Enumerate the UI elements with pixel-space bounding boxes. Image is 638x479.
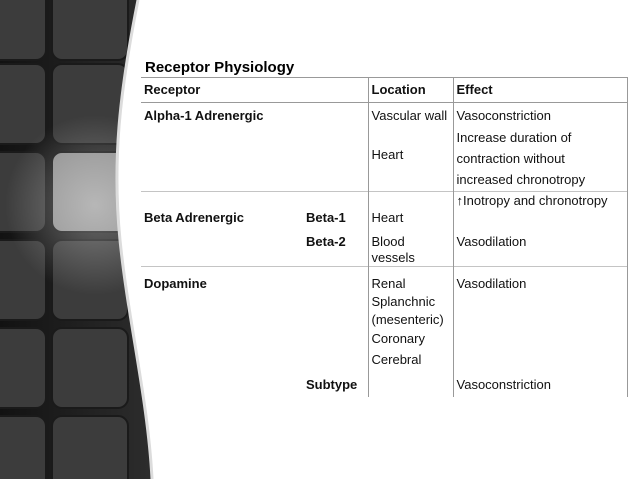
beta-subtype-2: Beta-2: [306, 234, 346, 249]
table-row: [141, 231, 627, 267]
header-effect: Effect: [453, 78, 627, 103]
dopamine-location: Splanchnic: [371, 294, 436, 309]
dopamine-location: (mesenteric): [371, 312, 444, 327]
alpha-location-1: Vascular wall: [368, 103, 453, 128]
beta-receptor: Beta Adrenergic: [141, 192, 303, 232]
alpha-location-2: Heart: [368, 127, 453, 192]
dopamine-location: Coronary: [371, 331, 425, 346]
dopamine-receptor: Dopamine: [141, 267, 303, 373]
alpha-effect-1: Vasoconstriction: [453, 103, 627, 128]
table-header-row: [141, 78, 627, 103]
table-row: [141, 372, 627, 397]
beta-location-2: Blood vessels: [368, 231, 453, 267]
dopamine-effect-1: Vasodilation: [453, 267, 627, 373]
dopamine-location: Cerebral: [371, 352, 422, 367]
dopamine-effect-2: Vasoconstriction: [453, 372, 627, 397]
beta-effect-2: Vasodilation: [453, 231, 627, 267]
table-row: [141, 192, 627, 232]
dopamine-location: Renal: [371, 276, 406, 291]
table-row: [141, 267, 627, 373]
table-row: [141, 103, 627, 128]
beta-subtype-1: Beta-1: [303, 192, 368, 232]
dopamine-locations: [368, 267, 453, 373]
header-location: Location: [368, 78, 453, 103]
beta-location-1: Heart: [368, 192, 453, 232]
receptor-table: [141, 77, 628, 397]
beta-effect-1: ↑Inotropy and chronotropy: [453, 192, 627, 232]
header-receptor: Receptor: [141, 78, 368, 103]
table-row: [141, 127, 627, 192]
slide-title: Receptor Physiology: [145, 59, 295, 76]
alpha-receptor: Alpha-1 Adrenergic: [144, 108, 264, 123]
dopamine-subtype: Subtype: [306, 377, 358, 392]
alpha-effect-2: Increase duration of contraction without increased chronotropy: [453, 127, 627, 192]
